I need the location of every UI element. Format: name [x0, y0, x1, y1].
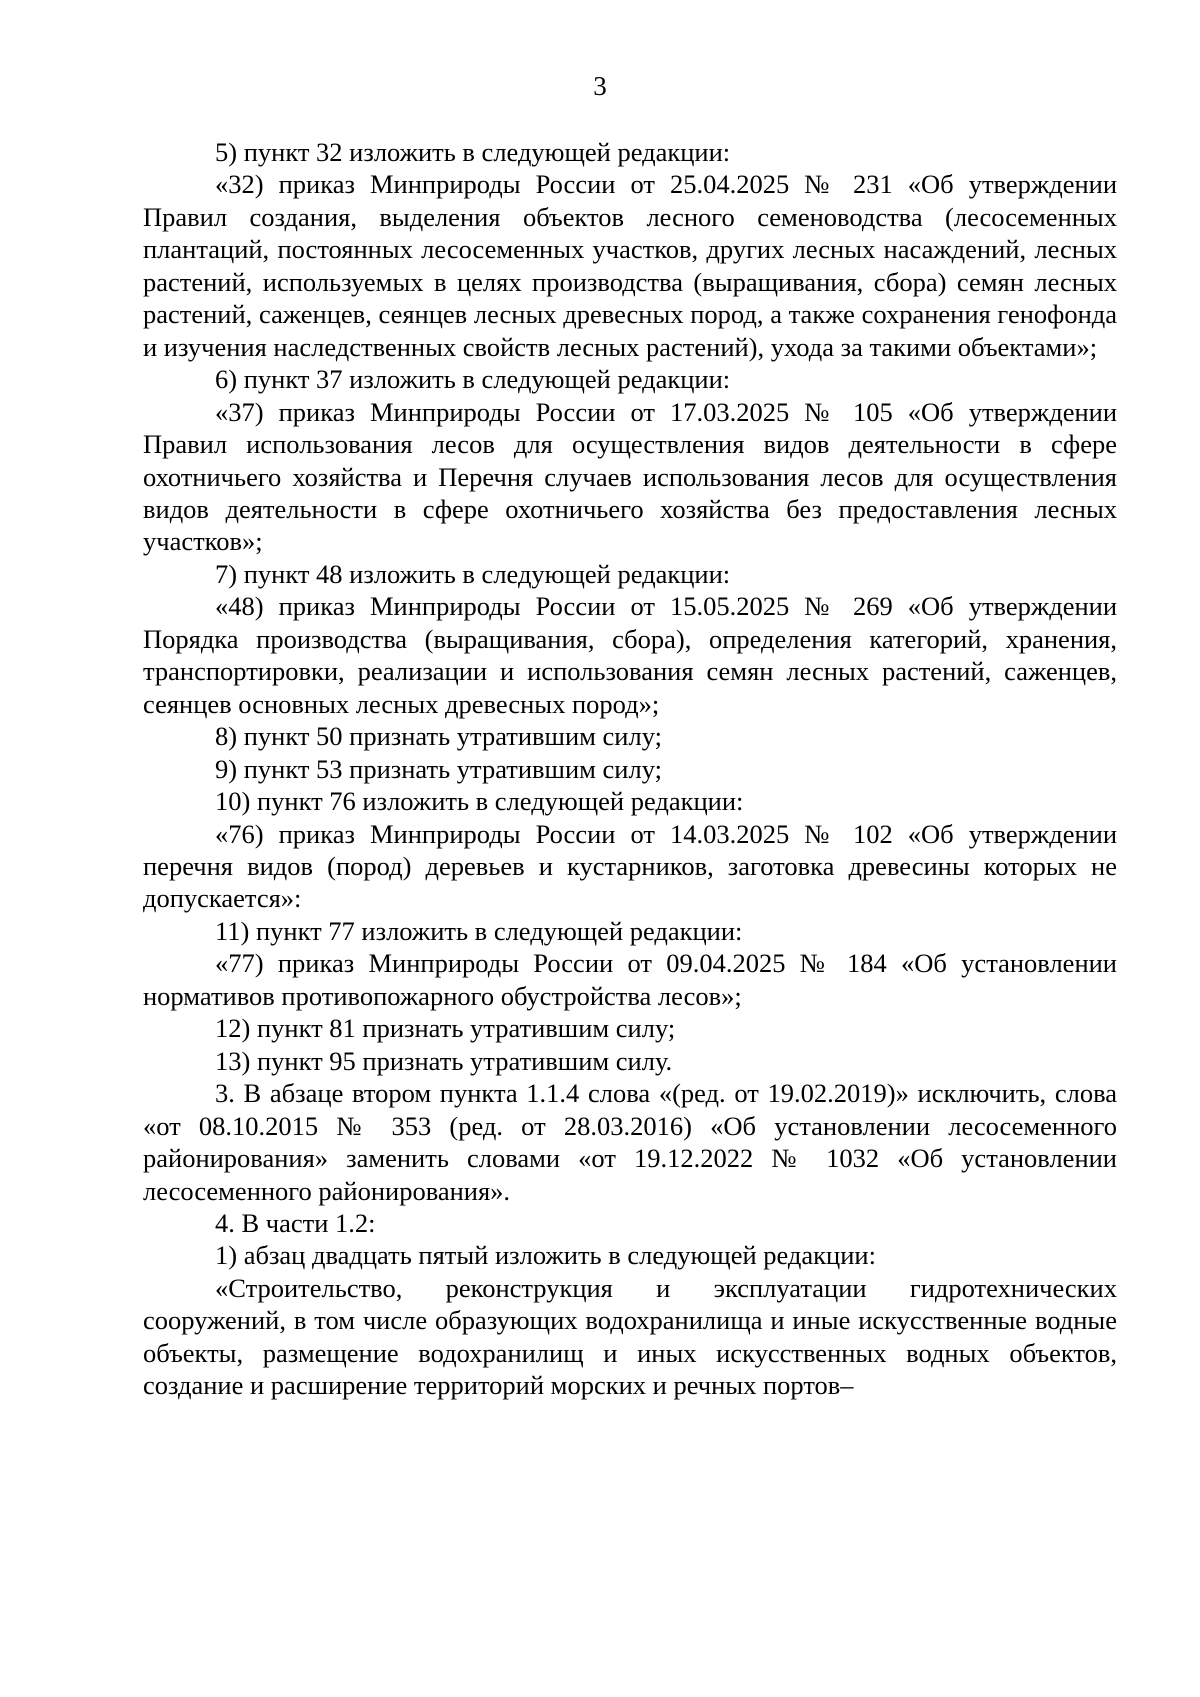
page-number: 3 [593, 71, 607, 101]
paragraph: 8) пункт 50 признать утратившим силу; [215, 721, 662, 752]
paragraph: 11) пункт 77 изложить в следующей редакции: [215, 915, 743, 946]
paragraph: «77) приказ Минприроды России от 09.04.2025 № 184 «Об установлении нормативов противопожарного обустройства лесов»; [143, 948, 1117, 1011]
paragraph: 1) абзац двадцать пятый изложить в следующей редакции: [215, 1240, 876, 1271]
paragraph: «Строительство, реконструкция и эксплуатации гидротехнических сооружений, в том числе образующих водохранилища и иные искусственные водные объекты, размещение водохранилищ и иных искусственных водных объектов, создание и расширение территорий морских и речных портов– [143, 1272, 1117, 1401]
paragraph: 12) пункт 81 признать утратившим силу; [215, 1013, 676, 1044]
paragraph: «32) приказ Минприроды России от 25.04.2025 № 231 «Об утверждении Правил создания, выделения объектов лесного семеноводства (лесосеменных плантаций, постоянных лесосеменных участков, других лесных насаждений, лесных растений, используемых в целях производства (выращивания, сбора) семян лесных растений, саженцев, сеянцев лесных древесных пород, а также сохранения генофонда и изучения наследственных свойств лесных растений), ухода за такими объектами»; [143, 169, 1117, 362]
paragraph: 13) пункт 95 признать утратившим силу. [215, 1045, 673, 1076]
paragraph: 6) пункт 37 изложить в следующей редакции: [215, 364, 731, 395]
paragraph: 4. В части 1.2: [215, 1207, 376, 1238]
paragraph: «37) приказ Минприроды России от 17.03.2025 № 105 «Об утверждении Правил использования лесов для осуществления видов деятельности в сфере охотничьего хозяйства и Перечня случаев использования лесов для осуществления видов деятельности в сфере охотничьего хозяйства без предоставления лесных участков»; [143, 396, 1117, 557]
paragraph: «48) приказ Минприроды России от 15.05.2025 № 269 «Об утверждении Порядка производства (выращивания, сбора), определения категорий, хранения, транспортировки, реализации и использования семян лесных растений, саженцев, сеянцев основных лесных древесных пород»; [143, 591, 1117, 719]
paragraph: 3. В абзаце втором пункта 1.1.4 слова «(ред. от 19.02.2019)» исключить, слова «от 08.10.2015 № 353 (ред. от 28.03.2016) «Об установлении лесосеменного районирования» заменить словами «от 19.12.2022 № 1032 «Об установлении лесосеменного районирования». [143, 1078, 1117, 1206]
paragraph: 9) пункт 53 признать утратившим силу; [215, 753, 662, 784]
document-body [143, 136, 1117, 1402]
paragraph: 7) пункт 48 изложить в следующей редакции: [215, 558, 731, 589]
paragraph: «76) приказ Минприроды России от 14.03.2025 № 102 «Об утверждении перечня видов (пород) деревьев и кустарников, заготовка древесины которых не допускается»: [143, 818, 1117, 914]
paragraph: 5) пункт 32 изложить в следующей редакции: [215, 137, 731, 167]
paragraph: 10) пункт 76 изложить в следующей редакции: [215, 786, 744, 817]
